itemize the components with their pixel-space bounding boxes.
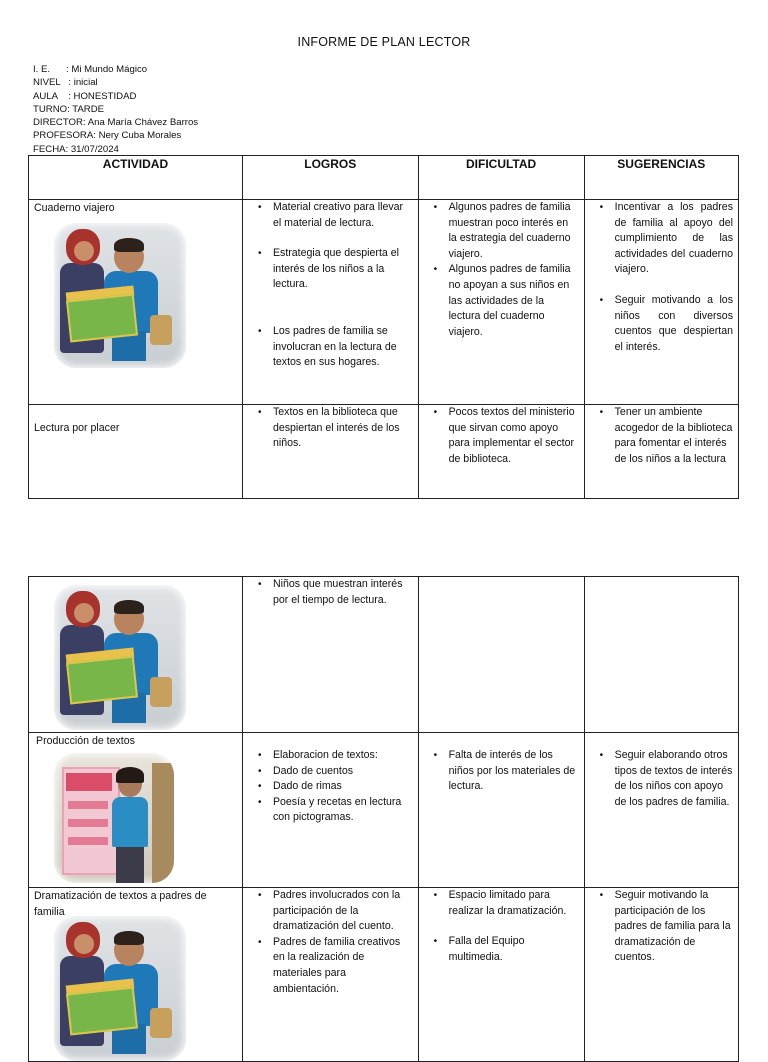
report-table (28, 155, 739, 499)
list-item: • Falta de interés de los niños por los materiales de lectura. (440, 748, 579, 795)
header-aula: AULA : HONESTIDAD (33, 90, 137, 102)
list-item: • Estrategia que despierta el interés de los niños a la lectura. (264, 246, 413, 293)
header-director: DIRECTOR: Ana María Chávez Barros (33, 117, 199, 129)
cell-actividad (29, 888, 243, 1062)
column-header-sugerencias: SUGERENCIAS (584, 156, 738, 200)
column-header-logros: LOGROS (242, 156, 418, 200)
cell-dificultad (418, 733, 584, 888)
list-item: • Padres involucrados con la participación de la dramatización del cuento. (264, 888, 413, 935)
table-row (29, 577, 739, 733)
list-item: • Padres de familia creativos en la realización de materiales para ambientación. (264, 935, 413, 997)
activity-label: Cuaderno viajero (34, 202, 115, 214)
cell-actividad (29, 405, 243, 499)
cell-logros (242, 405, 418, 499)
cell-dificultad (418, 888, 584, 1062)
children-photo (54, 223, 186, 368)
list-item: • Elaboracion de textos: (264, 748, 413, 764)
table-row (29, 733, 739, 888)
list-item: • Material creativo para llevar el material de lectura. (264, 200, 413, 231)
child-poster-photo (54, 753, 174, 883)
list-item: • Poesía y recetas en lectura con pictogramas. (264, 795, 413, 826)
cell-actividad (29, 200, 243, 405)
cell-logros (242, 888, 418, 1062)
cell-logros (242, 733, 418, 888)
cell-logros (242, 577, 418, 733)
list-item: • Los padres de familia se involucran en la lectura de textos en sus hogares. (264, 324, 413, 371)
cell-logros (242, 200, 418, 405)
cell-sugerencias (584, 733, 738, 888)
list-item: • Seguir elaborando otros tipos de textos de interés de los niños con apoyo de los padres de familia. (606, 748, 733, 810)
cell-dificultad (418, 577, 584, 733)
cell-dificultad (418, 405, 584, 499)
list-item: • Seguir motivando a los niños con diversos cuentos que despiertan el interés. (606, 293, 733, 355)
header-info (33, 63, 198, 156)
cell-dificultad (418, 200, 584, 405)
cell-actividad (29, 577, 243, 733)
children-photo (54, 585, 186, 730)
children-photo (54, 916, 186, 1061)
cell-sugerencias (584, 577, 738, 733)
list-item: • Textos en la biblioteca que despiertan el interés de los niños. (264, 405, 413, 452)
list-item: • Espacio limitado para realizar la dramatización. (440, 888, 579, 919)
list-item: • Tener un ambiente acogedor de la biblioteca para fomentar el interés de los niños a la lectura (606, 405, 733, 467)
cell-sugerencias (584, 405, 738, 499)
activity-label: Producción de textos (36, 735, 135, 747)
table-row (29, 405, 739, 499)
list-item: • Algunos padres de familia muestran poco interés en la estrategia del cuaderno viajero. (440, 200, 579, 262)
header-profesora: PROFESORA: Nery Cuba Morales (33, 130, 182, 142)
activity-label: Dramatización de textos a padres de familia (34, 890, 207, 918)
cell-actividad (29, 733, 243, 888)
list-item: • Seguir motivando la participación de los padres de familia para la dramatización de cuentos. (606, 888, 733, 966)
header-turno: TURNO: TARDE (33, 103, 105, 115)
list-item: • Incentivar a los padres de familia al apoyo del cumplimiento de las actividades del cuaderno viajero. (606, 200, 733, 278)
list-item: • Dado de cuentos (264, 764, 413, 780)
table-header-row (29, 156, 739, 200)
list-item: • Algunos padres de familia no apoyan a sus niños en las actividades de la lectura del cuaderno viajero. (440, 262, 579, 340)
table-row (29, 888, 739, 1062)
list-item: • Niños que muestran interés por el tiempo de lectura. (264, 577, 413, 608)
cell-sugerencias (584, 888, 738, 1062)
header-nivel: NIVEL : inicial (33, 77, 98, 89)
table-row (29, 200, 739, 405)
report-table-continued (28, 576, 739, 1062)
header-fecha: FECHA: 31/07/2024 (33, 143, 119, 155)
list-item: • Pocos textos del ministerio que sirvan como apoyo para implementar el sector de biblioteca. (440, 405, 579, 467)
header-ie: I. E. : Mi Mundo Mágico (33, 64, 148, 75)
page-title: INFORME DE PLAN LECTOR (297, 35, 471, 49)
list-item: • Falla del Equipo multimedia. (440, 934, 579, 965)
list-item: • Dado de rimas (264, 779, 413, 795)
cell-sugerencias (584, 200, 738, 405)
column-header-dificultad: DIFICULTAD (418, 156, 584, 200)
column-header-actividad: ACTIVIDAD (29, 156, 243, 200)
activity-label: Lectura por placer (34, 422, 120, 434)
